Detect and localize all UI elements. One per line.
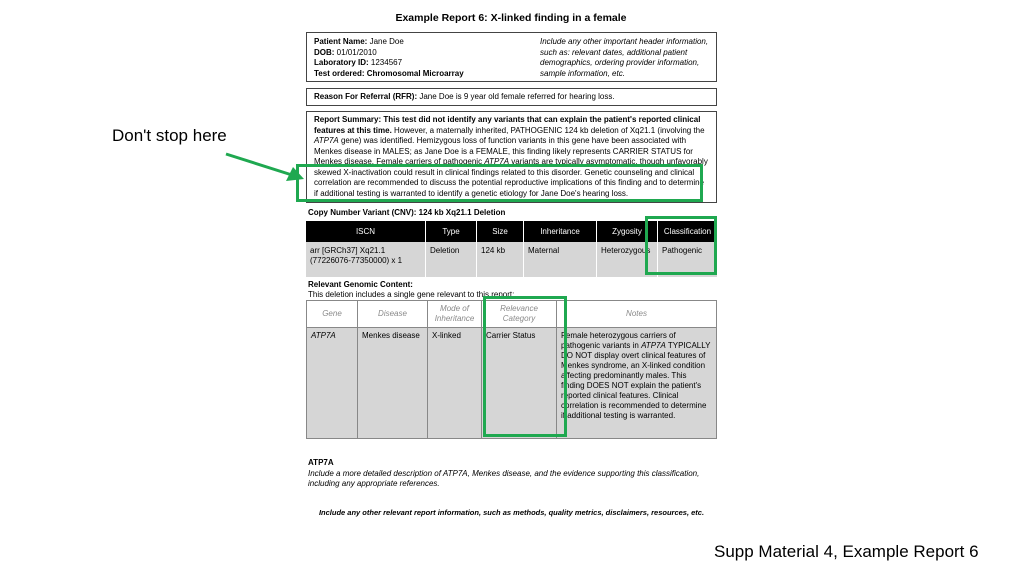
highlight-summary [296,164,703,202]
genomic-title: Relevant Genomic Content: [308,280,413,289]
patient-name: Jane Doe [367,37,404,46]
rfr-text: Jane Doe is 9 year old female referred for hearing loss. [417,92,615,101]
gene-relevance: Carrier Status [482,328,557,439]
arrow-shaft [226,154,292,175]
footer-note: Include any other relevant report information, such as methods, quality metrics, disclaimers, resources, etc. [318,508,705,517]
genomic-subtitle: This deletion includes a single gene relevant to this report: [308,290,515,299]
notes-gene: ATP7A [641,341,666,350]
cnv-col-inheritance: Inheritance [524,221,597,242]
cnv-classification: Pathogenic [658,242,718,277]
slide-caption: Supp Material 4, Example Report 6 [714,542,979,561]
test-label: Test ordered: [314,68,365,78]
cnv-title: Copy Number Variant (CNV): 124 kb Xq21.1 Deletion [308,208,506,217]
summary-part3: variants are typically asymptomatic, though unfavorably skewed X-inactivation could result in clinical findings related to this disorder. Genetic counseling and clinical correlation are recommended to discuss the potential reproductive implications of this finding and to determine if additional testing is warranted to identify a genetic etiology for Jane Doe's hearing loss. [314,157,708,198]
gene-detail-section [308,458,708,490]
cnv-col-classification: Classification [658,221,718,242]
gene-col-gene: Gene [307,301,358,328]
gene-col-notes: Notes [557,301,717,328]
gene-symbol: ATP7A [311,331,336,340]
summary-part2: gene) was identified. Hemizygous loss of function variants in this gene have been associated with Menkes disease in MALES; as Jane Doe is a FEMALE, this finding likely represents CARRIER STATUS for Menkes disease. Female carriers of pathogenic [314,136,693,166]
cnv-col-iscn: ISCN [306,221,426,242]
report-title: Example Report 6: X-linked finding in a female [395,12,627,24]
gene-detail-text: Include a more detailed description of ATP7A, Menkes disease, and the evidence supporting this classification, including any appropriate references. [308,468,700,488]
cnv-type: Deletion [426,242,477,277]
gene-col-relevance: Relevance Category [482,301,557,328]
cnv-size: 124 kb [477,242,524,277]
lab-id-label: Laboratory ID: [314,58,369,67]
highlight-classification [645,216,717,275]
cnv-inheritance: Maternal [524,242,597,277]
gene-disease: Menkes disease [358,328,428,439]
dob: 01/01/2010 [334,47,377,57]
highlight-relevance [483,296,567,437]
cnv-col-size: Size [477,221,524,242]
patient-info [314,37,464,79]
summary-gene1: ATP7A [314,136,339,145]
notes-part1: Female heterozygous carriers of pathogenic variants in [561,331,676,350]
header-box [306,32,717,82]
dob-label: DOB: [314,47,335,57]
patient-name-label: Patient Name: [314,37,368,46]
cnv-col-zygosity: Zygosity [597,221,658,242]
gene-mode: X-linked [428,328,482,439]
annotation-label: Don't stop here [112,126,227,145]
test-ordered: Chromosomal Microarray [364,68,464,78]
reason-for-referral [306,88,717,106]
summary-part1: However, a maternally inherited, PATHOGENIC 124 kb deletion of Xq21.1 (involving the [391,125,705,135]
cnv-col-type: Type [426,221,477,242]
summary-gene2: ATP7A [484,157,510,166]
gene-detail-title: ATP7A [308,458,334,467]
header-note: Include any other important header information, such as: relevant dates, additional patient demographics, ordering provider information, sample information, etc. [540,37,709,78]
gene-col-mode: Mode of Inheritance [428,301,482,328]
gene-notes [557,328,717,439]
summary-lead: Report Summary: This test did not identify any variants that can explain the patient's reported clinical features at this time. [314,115,701,135]
rfr-label: Reason For Referral (RFR): [314,92,418,101]
gene-col-disease: Disease [358,301,428,328]
cnv-zygosity: Heterozygous [597,242,658,277]
lab-id: 1234567 [368,58,403,67]
cnv-iscn: arr [GRCh37] Xq21.1 (77226076-77350000) x 1 [306,242,426,277]
notes-part2: TYPICALLY DO NOT display overt clinical features of Menkes syndrome, an X-linked condition affecting predominantly males. This finding DOES NOT explain the patient's reported clinical features. Clinical correlation is recommended to determine if additional testing is warranted. [561,341,711,420]
